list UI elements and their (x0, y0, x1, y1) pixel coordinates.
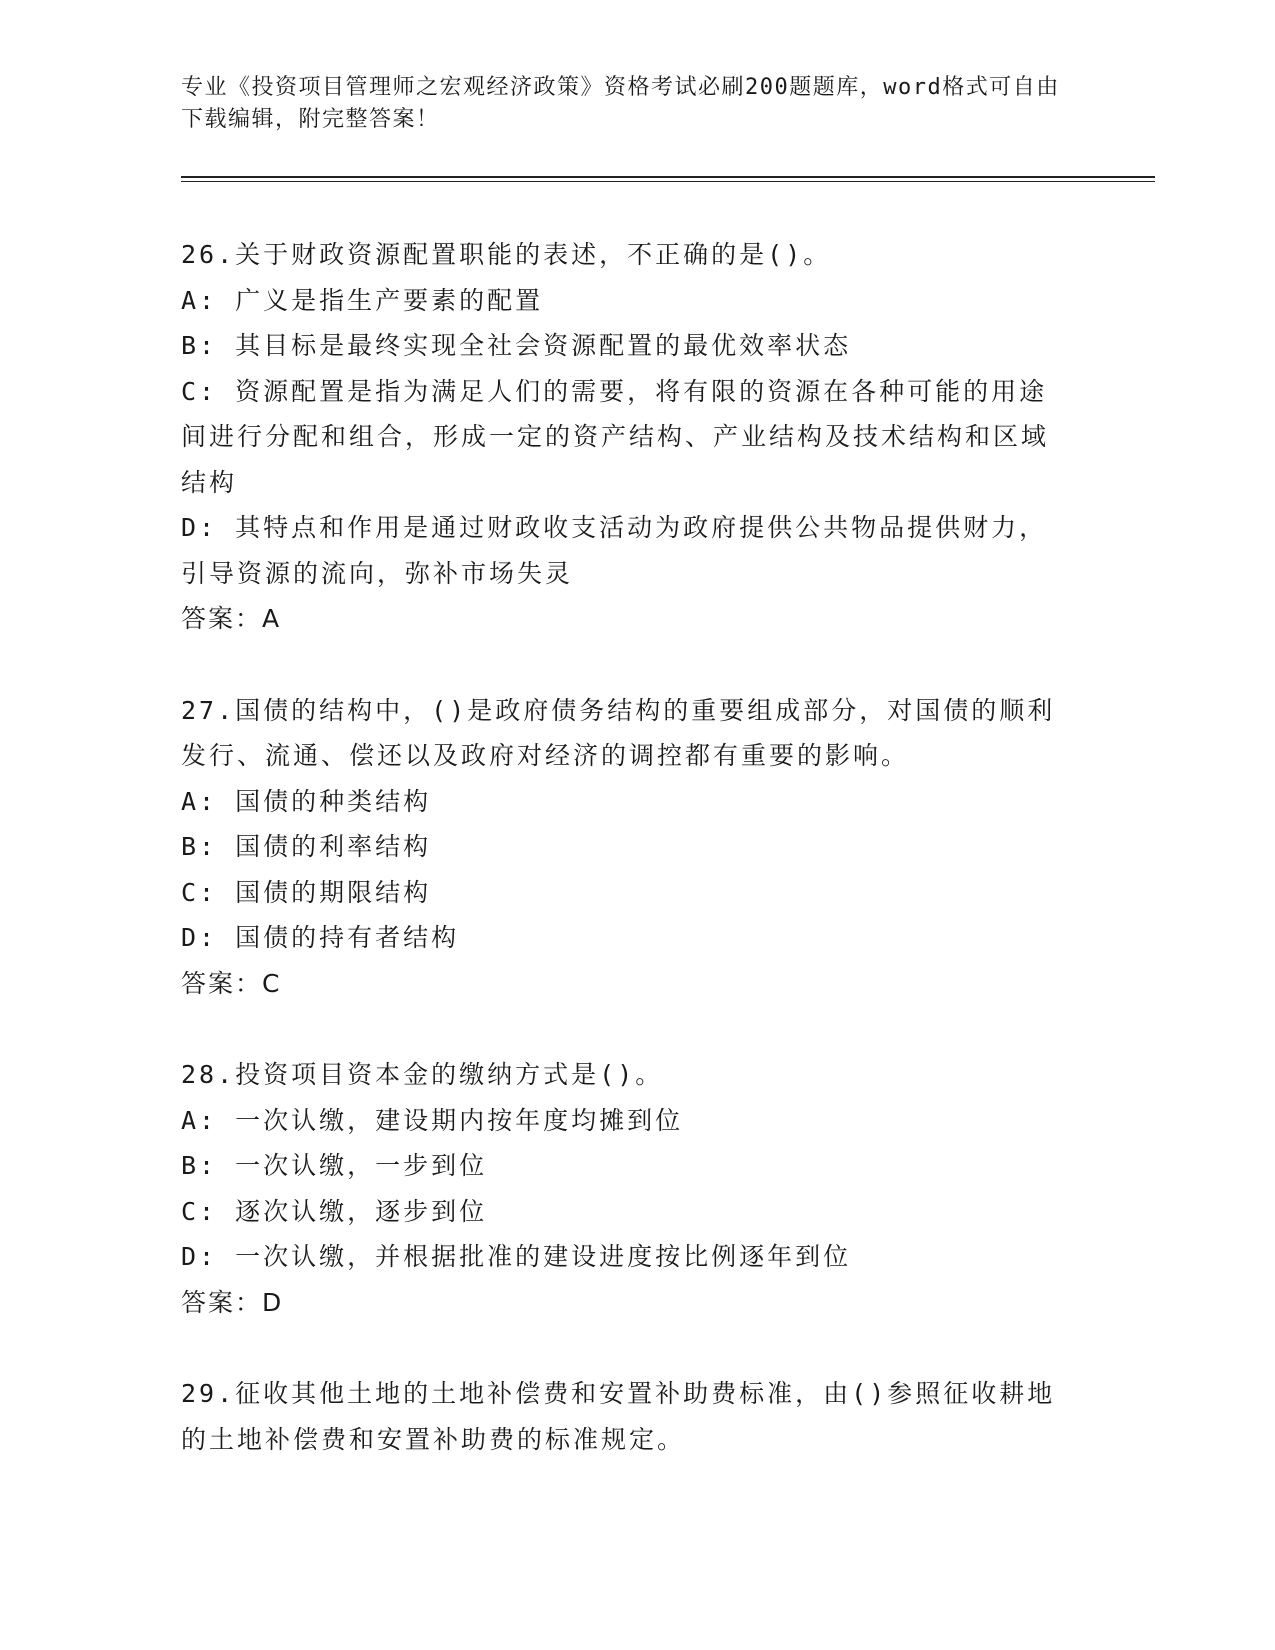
header-divider-thick (181, 176, 1155, 178)
question-27 (181, 688, 1061, 1007)
option-d: D: 国债的持有者结构 (181, 923, 460, 952)
option-a: A: 国债的种类结构 (181, 786, 432, 816)
question-stem: 29.征收其他土地的土地补偿费和安置补助费标准，由()参照征收耕地的土地补偿费和安置补助费的标准规定。 (181, 1379, 1056, 1454)
answer-label: 答案：A (181, 604, 282, 633)
question-29 (181, 1371, 1061, 1462)
document-header: 专业《投资项目管理师之宏观经济政策》资格考试必刷200题题库，word格式可自由下载编辑，附完整答案！ (181, 75, 1060, 132)
option-c: C: 国债的期限结构 (181, 877, 432, 907)
option-b: B: 其目标是最终实现全社会资源配置的最优效率状态 (181, 331, 852, 360)
option-d: D: 一次认缴，并根据批准的建设进度按比例逐年到位 (181, 1242, 852, 1271)
question-stem: 28.投资项目资本金的缴纳方式是()。 (181, 1060, 664, 1089)
option-c: C: 资源配置是指为满足人们的需要，将有限的资源在各种可能的用途间进行分配和组合，形成一定的资产结构、产业结构及技术结构和区域结构 (181, 376, 1050, 497)
header-divider-thin (181, 181, 1155, 182)
option-a: A: 一次认缴，建设期内按年度均摊到位 (181, 1105, 684, 1135)
option-c: C: 逐次认缴，逐步到位 (181, 1196, 488, 1226)
answer-label: 答案：D (181, 1287, 284, 1317)
option-d: D: 其特点和作用是通过财政收支活动为政府提供公共物品提供财力，引导资源的流向，弥补市场失灵 (181, 513, 1048, 588)
option-b: B: 一次认缴，一步到位 (181, 1151, 488, 1180)
question-stem: 26.关于财政资源配置职能的表述，不正确的是()。 (181, 240, 832, 269)
question-28 (181, 1052, 1061, 1325)
option-a: A: 广义是指生产要素的配置 (181, 285, 544, 315)
option-b: B: 国债的利率结构 (181, 832, 432, 861)
question-stem: 27.国债的结构中，()是政府债务结构的重要组成部分，对国债的顺利发行、流通、偿还以及政府对经济的调控都有重要的影响。 (181, 695, 1056, 770)
question-list (181, 232, 1061, 1462)
question-26 (181, 232, 1061, 642)
answer-label: 答案：C (181, 968, 282, 998)
